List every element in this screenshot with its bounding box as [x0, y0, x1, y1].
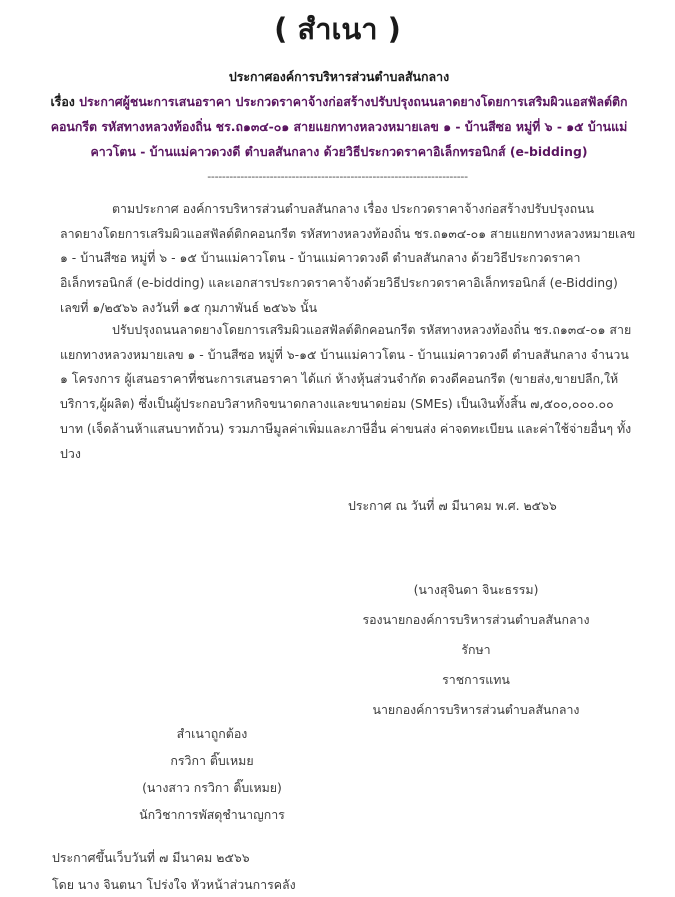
heading-organization: ประกาศองค์การบริหารส่วนตำบลสันกลาง	[228, 69, 450, 84]
certified-position: นักวิชาการพัสดุชำนาญการ	[139, 807, 285, 822]
certified-name: (นางสาว กรวิกา ติ๊บเหมย)	[142, 780, 282, 795]
copy-title: ( สำเนา )	[274, 12, 401, 46]
signer-position-2: ราชการแทน	[442, 672, 510, 687]
posted-date: ประกาศขึ้นเว็บวันที่ ๗ มีนาคม ๒๕๖๖	[52, 850, 250, 865]
posted-by: โดย นาง จินตนา โปร่งใจ หัวหน้าส่วนการคลัง	[52, 877, 296, 892]
signer-position-1: รองนายกองค์การบริหารส่วนตำบลสันกลาง รักษา	[362, 612, 590, 657]
signer-name: (นางสุจินดา จินะธรรม)	[413, 582, 539, 597]
signer-position-3: นายกองค์การบริหารส่วนตำบลสันกลาง	[372, 702, 580, 717]
announcement-heading	[44, 64, 634, 164]
paragraph-reference: ตามประกาศ องค์การบริหารส่วนตำบลสันกลาง เรื่อง ประกวดราคาจ้างก่อสร้างปรับปรุงถนนลาดยางโดยการเสริมผิวแอสฟัลต์ติกคอนกรีต รหัสทางหลวงท้องถิ่น ชร.ถ๑๓๔-๐๑ สายแยกทางหลวงหมายเลข ๑ - บ้านสีซอ หมู่ที่ ๖ - ๑๕ บ้านแม่คาวโตน - บ้านแม่คาวดวงดี ตำบลสันกลาง ด้วยวิธีประกวดราคาอิเล็กทรอนิกส์ (e-bidding) และเอกสารประกวดราคาจ้างด้วยวิธีประกวดราคาอิเล็กทรอนิกส์ (e-Bidding) เลขที่ ๑/๒๕๖๖ ลงวันที่ ๑๕ กุมภาพันธ์ ๒๕๖๖ นั้น	[60, 201, 636, 315]
divider-line: -----------------------------------------------------------------------	[207, 170, 468, 183]
subject-text: ประกาศผู้ชนะการเสนอราคา ประกวดราคาจ้างก่อสร้างปรับปรุงถนนลาดยางโดยการเสริมผิวแอสฟัลต์ติกคอนกรีต รหัสทางหลวงท้องถิ่น ชร.ถ๑๓๔-๐๑ สายแยกทางหลวงหมายเลข ๑ - บ้านสีซอ หมู่ที่ ๖ - ๑๕ บ้านแม่คาวโตน - บ้านแม่คาวดวงดี ตำบลสันกลาง ด้วยวิธีประกวดราคาอิเล็กทรอนิกส์ (e-bidding)	[50, 94, 628, 159]
announce-date: ประกาศ ณ วันที่ ๗ มีนาคม พ.ศ. ๒๕๖๖	[348, 498, 557, 513]
certified-copy-block	[90, 720, 334, 828]
certified-label: สำเนาถูกต้อง	[176, 726, 248, 741]
signature-block	[352, 575, 600, 725]
subject-label: เรื่อง	[50, 94, 75, 109]
heading-subject	[44, 89, 634, 164]
paragraph-winner: ปรับปรุงถนนลาดยางโดยการเสริมผิวแอสฟัลต์ติกคอนกรีต รหัสทางหลวงท้องถิ่น ชร.ถ๑๓๔-๐๑ สายแยกทางหลวงหมายเลข ๑ - บ้านสีซอ หมู่ที่ ๖-๑๕ บ้านแม่คาวโตน - บ้านแม่คาวดวงดี ตำบลสันกลาง จำนวน ๑ โครงการ ผู้เสนอราคาที่ชนะการเสนอราคา ได้แก่ ห้างหุ้นส่วนจำกัด ดวงดีคอนกรีต (ขายส่ง,ขายปลีก,ให้บริการ,ผู้ผลิต) ซึ่งเป็นผู้ประกอบวิสาหกิจขนาดกลางและขนาดย่อม (SMEs) เป็นเงินทั้งสิ้น ๗,๕๐๐,๐๐๐.๐๐ บาท (เจ็ดล้านห้าแสนบาทถ้วน) รวมภาษีมูลค่าเพิ่มและภาษีอื่น ค่าขนส่ง ค่าจดทะเบียน และค่าใช้จ่ายอื่นๆ ทั้งปวง	[60, 322, 632, 461]
certified-signed: กรวิกา ติ๊บเหมย	[170, 753, 254, 768]
